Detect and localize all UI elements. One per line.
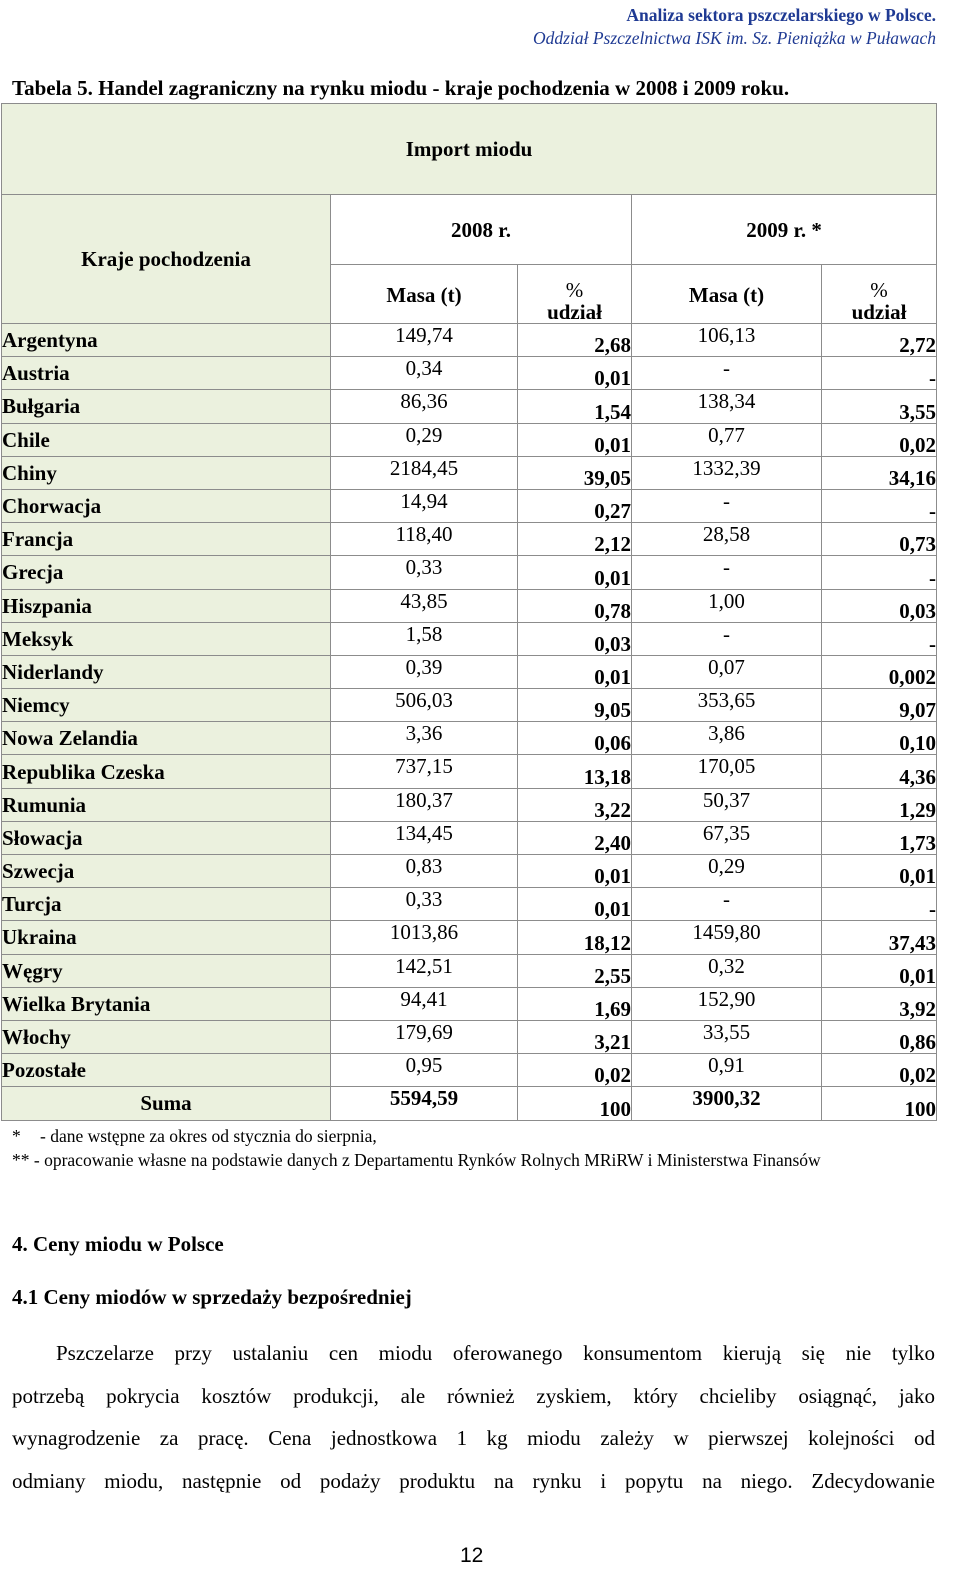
mass-2008-cell: 43,85: [331, 589, 518, 622]
footnote-2: ** - opracowanie własne na podstawie danych z Departamentu Rynków Rolnych MRiRW i Ministerstwa Finansów: [12, 1150, 821, 1170]
mass-2008-cell: 149,74: [331, 324, 518, 357]
country-cell: Argentyna: [2, 324, 331, 357]
share-2008-cell: 3,21: [518, 1020, 632, 1053]
country-cell: Węgry: [2, 954, 331, 987]
share-2009-cell: 3,92: [822, 987, 937, 1020]
mass-2009-cell: 353,65: [632, 689, 822, 722]
mass-2008-cell: 0,39: [331, 655, 518, 688]
mass-2008-cell: 0,83: [331, 855, 518, 888]
share-2009-cell: 0,86: [822, 1020, 937, 1053]
table-row: [2, 1054, 937, 1087]
mass-2008-cell: 0,34: [331, 357, 518, 390]
sum-label: Suma: [2, 1087, 331, 1120]
country-cell: Hiszpania: [2, 589, 331, 622]
mass-2008-cell: 179,69: [331, 1020, 518, 1053]
share-2008-cell: 1,69: [518, 987, 632, 1020]
share-2008-cell: 18,12: [518, 921, 632, 954]
country-cell: Chiny: [2, 456, 331, 489]
mass-2008-cell: 1013,86: [331, 921, 518, 954]
table-row: [2, 655, 937, 688]
mass-2008-cell: 134,45: [331, 821, 518, 854]
mass-2009-cell: 170,05: [632, 755, 822, 788]
country-cell: Włochy: [2, 1020, 331, 1053]
header-title: Analiza sektora pszczelarskiego w Polsce.: [626, 5, 936, 25]
mass-2008-cell: 0,33: [331, 556, 518, 589]
share-2008-cell: 0,01: [518, 655, 632, 688]
share-2008-cell: 0,01: [518, 855, 632, 888]
mass-2008-cell: 0,33: [331, 888, 518, 921]
mass-2009-cell: 106,13: [632, 324, 822, 357]
share-2008-cell: 0,01: [518, 423, 632, 456]
mass-2009-cell: 1332,39: [632, 456, 822, 489]
share-2009-cell: 1,73: [822, 821, 937, 854]
country-cell: Nowa Zelandia: [2, 722, 331, 755]
table-row: [2, 689, 937, 722]
share-2009-cell: 3,55: [822, 390, 937, 423]
mass-2009-cell: 1459,80: [632, 921, 822, 954]
header-subtitle: Oddział Pszczelnictwa ISK im. Sz. Pieniążka w Puławach: [533, 28, 936, 48]
country-cell: Pozostałe: [2, 1054, 331, 1087]
table-row: [2, 622, 937, 655]
country-cell: Niemcy: [2, 689, 331, 722]
table-row: [2, 921, 937, 954]
col-header-mass-2009: Masa (t): [632, 265, 822, 324]
table-row: [2, 987, 937, 1020]
running-header: [533, 4, 936, 50]
mass-2009-cell: -: [632, 357, 822, 390]
col-header-share-2008: [518, 265, 632, 324]
mass-2009-cell: -: [632, 888, 822, 921]
table-row: [2, 855, 937, 888]
share-2009-cell: 0,01: [822, 855, 937, 888]
footnote-mark: *: [12, 1126, 21, 1146]
mass-2008-cell: 737,15: [331, 755, 518, 788]
mass-2009-cell: 28,58: [632, 523, 822, 556]
share-2009-cell: 34,16: [822, 456, 937, 489]
col-header-mass-2008: Masa (t): [331, 265, 518, 324]
country-cell: Meksyk: [2, 622, 331, 655]
mass-2008-cell: 180,37: [331, 788, 518, 821]
share-2009-cell: -: [822, 489, 937, 522]
share-2008-cell: 0,03: [518, 622, 632, 655]
country-cell: Turcja: [2, 888, 331, 921]
table-title: Import miodu: [2, 104, 937, 195]
mass-2009-cell: 33,55: [632, 1020, 822, 1053]
mass-2008-cell: 3,36: [331, 722, 518, 755]
country-cell: Grecja: [2, 556, 331, 589]
mass-2008-cell: 86,36: [331, 390, 518, 423]
col-header-2009: 2009 r. *: [632, 195, 937, 265]
table-row: [2, 390, 937, 423]
mass-2009-cell: -: [632, 622, 822, 655]
share-2009-cell: 0,02: [822, 423, 937, 456]
page-number: 12: [460, 1544, 484, 1567]
share-2009-cell: 4,36: [822, 755, 937, 788]
body-paragraph: [12, 1332, 935, 1502]
mass-2008-cell: 142,51: [331, 954, 518, 987]
mass-2009-cell: 152,90: [632, 987, 822, 1020]
sum-share-2008: 100: [518, 1087, 632, 1120]
sum-share-2009: 100: [822, 1087, 937, 1120]
table-row: [2, 489, 937, 522]
table-row: [2, 821, 937, 854]
mass-2008-cell: 0,95: [331, 1054, 518, 1087]
share-2009-cell: -: [822, 622, 937, 655]
share-2009-cell: 0,002: [822, 655, 937, 688]
share-2008-cell: 2,55: [518, 954, 632, 987]
table-row: [2, 954, 937, 987]
share-2008-cell: 2,68: [518, 324, 632, 357]
share-2008-cell: 1,54: [518, 390, 632, 423]
share-2008-cell: 2,12: [518, 523, 632, 556]
share-2009-cell: -: [822, 357, 937, 390]
mass-2009-cell: 50,37: [632, 788, 822, 821]
mass-2009-cell: 1,00: [632, 589, 822, 622]
sum-mass-2009: 3900,32: [632, 1087, 822, 1120]
mass-2008-cell: 0,29: [331, 423, 518, 456]
table-row: [2, 324, 937, 357]
country-cell: Chile: [2, 423, 331, 456]
country-cell: Szwecja: [2, 855, 331, 888]
country-cell: Wielka Brytania: [2, 987, 331, 1020]
mass-2008-cell: 14,94: [331, 489, 518, 522]
share-label: udział: [547, 300, 602, 324]
share-2009-cell: 0,01: [822, 954, 937, 987]
paragraph-line: Pszczelarze przy ustalaniu cen miodu oferowanego konsumentom kierują się nie tylko: [56, 1341, 935, 1365]
share-2009-cell: 0,73: [822, 523, 937, 556]
col-header-2008: 2008 r.: [331, 195, 632, 265]
col-header-share-2009: [822, 265, 937, 324]
country-cell: Rumunia: [2, 788, 331, 821]
share-2008-cell: 0,01: [518, 556, 632, 589]
table-row: [2, 456, 937, 489]
section-heading: 4. Ceny miodu w Polsce: [12, 1232, 224, 1256]
mass-2009-cell: 0,77: [632, 423, 822, 456]
table-row: [2, 722, 937, 755]
share-2008-cell: 2,40: [518, 821, 632, 854]
share-2009-cell: -: [822, 556, 937, 589]
share-2008-cell: 0,78: [518, 589, 632, 622]
country-cell: Francja: [2, 523, 331, 556]
mass-2009-cell: 67,35: [632, 821, 822, 854]
share-2008-cell: 0,06: [518, 722, 632, 755]
share-label: udział: [851, 300, 907, 324]
table-row: [2, 523, 937, 556]
table-row: [2, 423, 937, 456]
percent-symbol: %: [870, 278, 888, 302]
paragraph-line: wynagrodzenie za pracę. Cena jednostkowa 1 kg miodu zależy w pierwszej kolejności od: [12, 1426, 935, 1450]
country-cell: Bułgaria: [2, 390, 331, 423]
table-row: [2, 556, 937, 589]
mass-2009-cell: 0,07: [632, 655, 822, 688]
table-row: [2, 1020, 937, 1053]
mass-2009-cell: 3,86: [632, 722, 822, 755]
mass-2009-cell: 0,29: [632, 855, 822, 888]
country-cell: Niderlandy: [2, 655, 331, 688]
share-2008-cell: 3,22: [518, 788, 632, 821]
mass-2009-cell: 0,91: [632, 1054, 822, 1087]
country-cell: Słowacja: [2, 821, 331, 854]
share-2009-cell: 0,10: [822, 722, 937, 755]
table-row: [2, 755, 937, 788]
country-cell: Chorwacja: [2, 489, 331, 522]
mass-2008-cell: 506,03: [331, 689, 518, 722]
mass-2008-cell: 118,40: [331, 523, 518, 556]
share-2009-cell: 1,29: [822, 788, 937, 821]
mass-2009-cell: 0,32: [632, 954, 822, 987]
share-2008-cell: 0,27: [518, 489, 632, 522]
table-caption: Tabela 5. Handel zagraniczny na rynku miodu - kraje pochodzenia w 2008 i 2009 roku.: [12, 76, 790, 100]
table-row: [2, 788, 937, 821]
country-cell: Austria: [2, 357, 331, 390]
share-2008-cell: 13,18: [518, 755, 632, 788]
table-row: [2, 589, 937, 622]
share-2009-cell: 37,43: [822, 921, 937, 954]
share-2009-cell: 2,72: [822, 324, 937, 357]
table-footnotes: [12, 1124, 821, 1172]
share-2008-cell: 39,05: [518, 456, 632, 489]
table-row-sum: [2, 1087, 937, 1120]
country-cell: Ukraina: [2, 921, 331, 954]
mass-2008-cell: 1,58: [331, 622, 518, 655]
mass-2008-cell: 94,41: [331, 987, 518, 1020]
table-row: [2, 357, 937, 390]
footnote-1: [12, 1124, 821, 1148]
country-cell: Republika Czeska: [2, 755, 331, 788]
paragraph-line: odmiany miodu, następnie od podaży produktu na rynku i popytu na niego. Zdecydowanie: [12, 1468, 935, 1493]
share-2009-cell: -: [822, 888, 937, 921]
mass-2009-cell: 138,34: [632, 390, 822, 423]
col-header-country: Kraje pochodzenia: [2, 195, 331, 324]
share-2008-cell: 0,01: [518, 888, 632, 921]
footnote-1-text: - dane wstępne za okres od stycznia do sierpnia,: [40, 1126, 377, 1146]
import-table: [1, 103, 937, 1121]
share-2009-cell: 0,02: [822, 1054, 937, 1087]
share-2008-cell: 0,01: [518, 357, 632, 390]
mass-2009-cell: -: [632, 556, 822, 589]
share-2009-cell: 0,03: [822, 589, 937, 622]
subsection-heading: 4.1 Ceny miodów w sprzedaży bezpośredniej: [12, 1285, 412, 1309]
mass-2008-cell: 2184,45: [331, 456, 518, 489]
sum-mass-2008: 5594,59: [331, 1087, 518, 1120]
table-row: [2, 888, 937, 921]
share-2008-cell: 0,02: [518, 1054, 632, 1087]
percent-symbol: %: [565, 278, 584, 302]
mass-2009-cell: -: [632, 489, 822, 522]
paragraph-line: potrzebą pokrycia kosztów produkcji, ale również zyskiem, który chcieliby osiągnąć, jako: [12, 1383, 935, 1408]
share-2009-cell: 9,07: [822, 689, 937, 722]
share-2008-cell: 9,05: [518, 689, 632, 722]
